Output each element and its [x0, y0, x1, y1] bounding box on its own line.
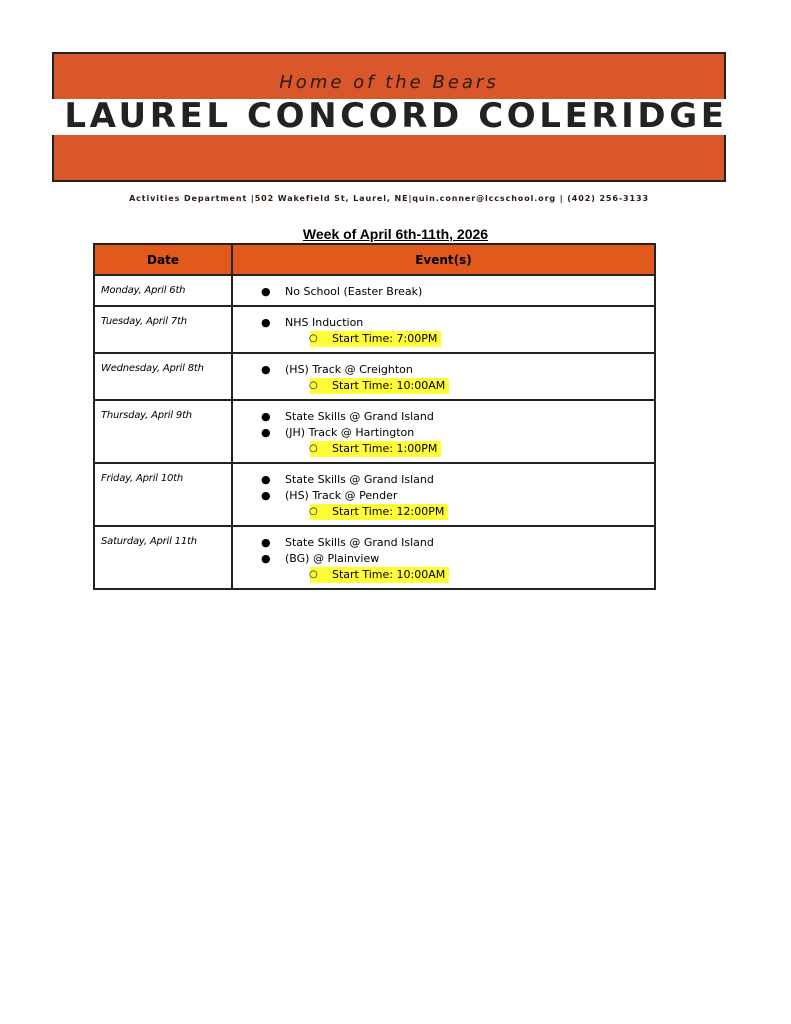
events-cell	[232, 463, 655, 526]
start-time-text: Start Time: 10:00AM	[332, 379, 446, 392]
event-text: NHS Induction	[285, 316, 364, 329]
events-cell	[232, 306, 655, 353]
start-time-text: Start Time: 1:00PM	[332, 442, 438, 455]
bullet-icon: ●	[261, 489, 271, 502]
circle-bullet-icon: ○	[309, 569, 318, 580]
bullet-icon: ●	[261, 410, 271, 423]
event-text: (HS) Track @ Creighton	[285, 363, 413, 376]
week-title: Week of April 6th-11th, 2026	[302, 226, 489, 242]
date-cell: Tuesday, April 7th	[94, 306, 232, 353]
start-time-text: Start Time: 7:00PM	[332, 332, 438, 345]
event-item	[233, 284, 654, 300]
circle-bullet-icon: ○	[309, 443, 318, 454]
start-time-highlight	[310, 331, 441, 347]
event-text: (JH) Track @ Hartington	[285, 426, 415, 439]
schedule-body	[94, 275, 655, 589]
events-cell	[232, 353, 655, 400]
bullet-icon: ●	[261, 363, 271, 376]
table-row	[94, 306, 655, 353]
circle-bullet-icon: ○	[309, 380, 318, 391]
bullet-icon: ●	[261, 426, 271, 439]
event-item	[233, 472, 654, 488]
bullet-icon: ●	[261, 536, 271, 549]
event-item	[233, 409, 654, 425]
event-item	[233, 488, 654, 504]
bullet-icon: ●	[261, 285, 271, 298]
date-cell: Monday, April 6th	[94, 275, 232, 306]
event-text: State Skills @ Grand Island	[285, 536, 434, 549]
start-time-highlight	[310, 441, 441, 457]
table-row	[94, 275, 655, 306]
date-cell: Friday, April 10th	[94, 463, 232, 526]
event-text: No School (Easter Break)	[285, 285, 423, 298]
start-time-text: Start Time: 10:00AM	[332, 568, 446, 581]
event-text: (BG) @ Plainview	[285, 552, 380, 565]
start-time-highlight	[310, 504, 448, 520]
bullet-icon: ●	[261, 473, 271, 486]
circle-bullet-icon: ○	[309, 506, 318, 517]
start-time-highlight	[310, 378, 449, 394]
start-time-item	[233, 441, 654, 457]
bullet-icon: ●	[261, 316, 271, 329]
start-time-item	[233, 504, 654, 520]
school-name: LAUREL CONCORD COLERIDGE	[64, 96, 728, 136]
date-cell: Wednesday, April 8th	[94, 353, 232, 400]
date-cell: Thursday, April 9th	[94, 400, 232, 463]
event-text: State Skills @ Grand Island	[285, 410, 434, 423]
start-time-item	[233, 567, 654, 583]
event-item	[233, 535, 654, 551]
events-cell	[232, 400, 655, 463]
start-time-text: Start Time: 12:00PM	[332, 505, 445, 518]
event-text: State Skills @ Grand Island	[285, 473, 434, 486]
start-time-item	[233, 378, 654, 394]
date-column-header: Date	[94, 244, 232, 275]
table-header-row	[94, 244, 655, 275]
start-time-item	[233, 331, 654, 347]
event-text: (HS) Track @ Pender	[285, 489, 398, 502]
event-item	[233, 425, 654, 441]
event-item	[233, 551, 654, 567]
table-row	[94, 400, 655, 463]
start-time-highlight	[310, 567, 449, 583]
circle-bullet-icon: ○	[309, 333, 318, 344]
banner-tagline: Home of the Bears	[279, 72, 499, 93]
bullet-icon: ●	[261, 552, 271, 565]
events-cell	[232, 275, 655, 306]
events-column-header: Event(s)	[232, 244, 655, 275]
event-item	[233, 315, 654, 331]
table-row	[94, 463, 655, 526]
date-cell: Saturday, April 11th	[94, 526, 232, 589]
schedule-table	[93, 243, 656, 590]
event-item	[233, 362, 654, 378]
table-row	[94, 526, 655, 589]
events-cell	[232, 526, 655, 589]
table-row	[94, 353, 655, 400]
banner-contact: Activities Department |502 Wakefield St, Laurel, NE|quin.conner@lccschool.org | (402) 256-3133	[129, 194, 649, 203]
